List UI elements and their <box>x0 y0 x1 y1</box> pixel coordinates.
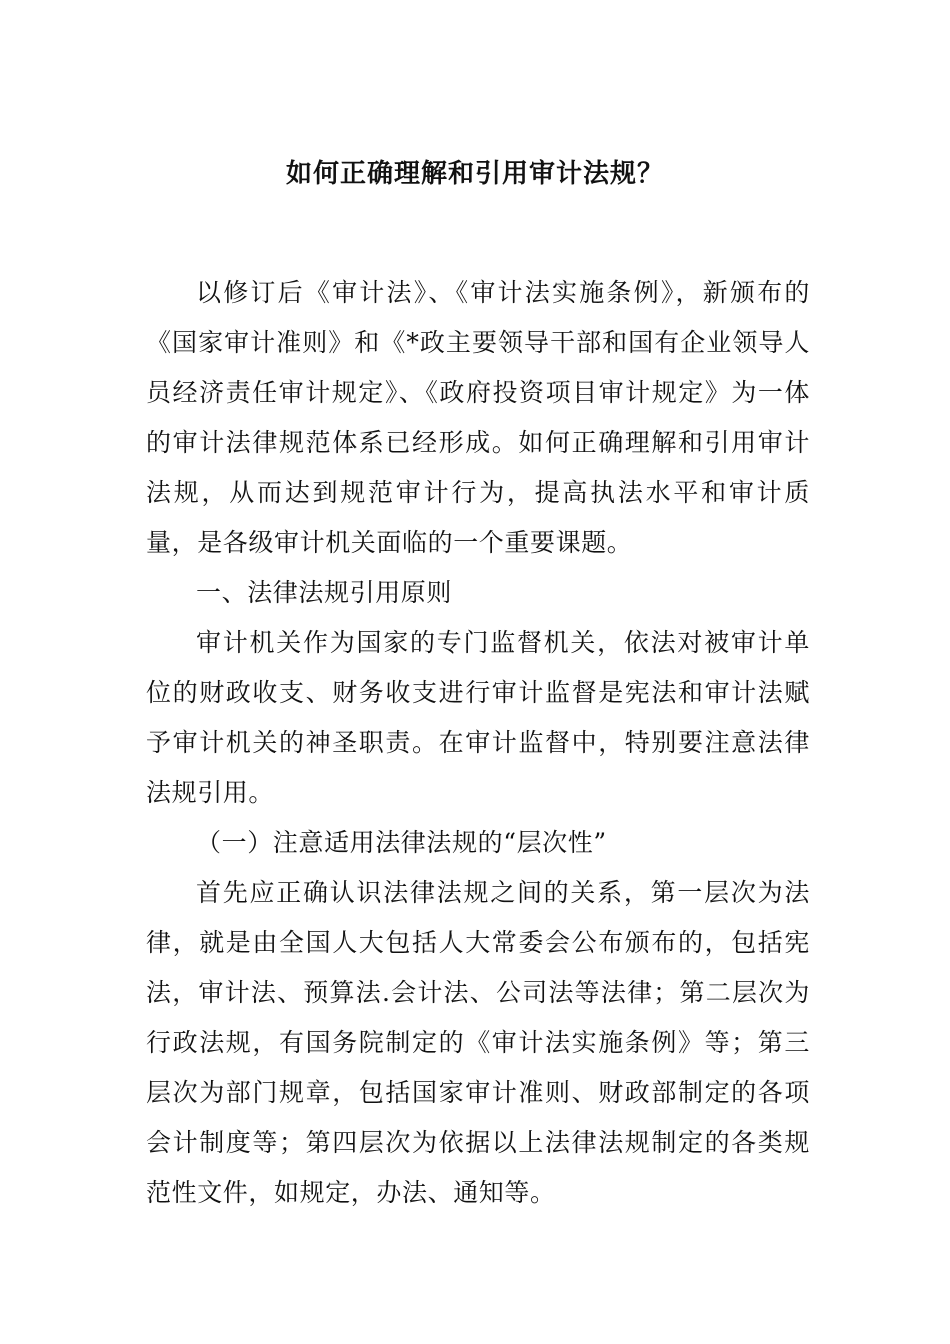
paragraph-law-hierarchy: 首先应正确认识法律法规之间的关系，第一层次为法律，就是由全国人大包括人大常委会公布颁布的，包括宪法，审计法、预算法.会计法、公司法等法律；第二层次为行政法规，有国务院制定的《审计法实施条例》等；第三层次为部门规章，包括国家审计准则、财政部制定的各项会计制度等；第四层次为依据以上法律法规制定的各类规范性文件，如规定，办法、通知等。 <box>146 878 810 1207</box>
document-body <box>146 268 810 1218</box>
document-title: 如何正确理解和引用审计法规？ <box>285 159 664 189</box>
section-heading-1: 一、法律法规引用原则 <box>196 578 453 607</box>
paragraph-audit-duty: 审计机关作为国家的专门监督机关，依法对被审计单位的财政收支、财务收支进行审计监督是宪法和审计法赋予审计机关的神圣职责。在审计监督中，特别要注意法律法规引用。 <box>146 628 810 807</box>
paragraph-intro: 以修订后《审计法》、《审计法实施条例》，新颁布的《国家审计准则》和《*政主要领导干部和国有企业领导人员经济责任审计规定》、《政府投资项目审计规定》为一体的审计法律规范体系已经形成。如何正确理解和引用审计法规，从而达到规范审计行为，提高执法水平和审计质量，是各级审计机关面临的一个重要课题。 <box>146 278 810 557</box>
subsection-heading-1: （一）注意适用法律法规的“层次性” <box>196 828 607 857</box>
